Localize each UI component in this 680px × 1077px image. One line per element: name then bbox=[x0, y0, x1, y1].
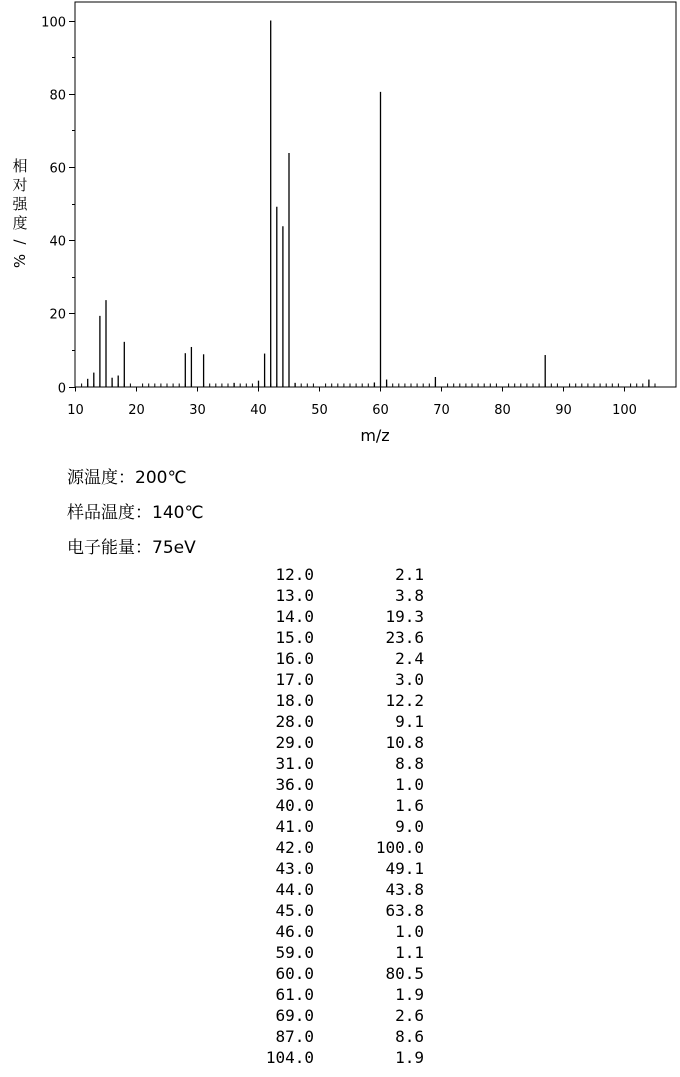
y-axis-title-char: 度 bbox=[12, 214, 28, 232]
x-tick-label: 70 bbox=[433, 403, 450, 418]
x-tick-label: 30 bbox=[189, 403, 206, 418]
peak-table-row bbox=[0, 1027, 680, 1048]
y-axis-title-char: 强 bbox=[12, 195, 28, 213]
y-axis-title-char: / bbox=[11, 239, 29, 245]
mz-value: 104.0 bbox=[265, 1048, 314, 1067]
peak-table-row bbox=[0, 1048, 680, 1069]
peak-table-row bbox=[0, 817, 680, 838]
x-tick-label: 10 bbox=[67, 403, 84, 418]
mz-value: 41.0 bbox=[275, 817, 314, 836]
mz-value: 29.0 bbox=[275, 733, 314, 752]
mz-value: 12.0 bbox=[275, 565, 314, 584]
peak-table-row bbox=[0, 712, 680, 733]
x-axis-title: m/z bbox=[360, 426, 390, 445]
y-tick-label: 60 bbox=[49, 161, 66, 177]
x-axis-ticks bbox=[67, 387, 637, 419]
x-tick-label: 80 bbox=[494, 403, 511, 418]
peak-table-row bbox=[0, 985, 680, 1006]
intensity-value: 23.6 bbox=[385, 628, 424, 647]
y-tick-label: 0 bbox=[57, 381, 66, 397]
intensity-value: 19.3 bbox=[385, 607, 424, 626]
mz-value: 59.0 bbox=[275, 943, 314, 962]
mz-value: 18.0 bbox=[275, 691, 314, 710]
intensity-value: 43.8 bbox=[385, 880, 424, 899]
mz-value: 28.0 bbox=[275, 712, 314, 731]
peak-table-row bbox=[0, 649, 680, 670]
peak-table-row bbox=[0, 670, 680, 691]
intensity-value: 9.1 bbox=[395, 712, 424, 731]
mz-value: 31.0 bbox=[275, 754, 314, 773]
x-minor-ticks bbox=[82, 384, 655, 387]
intensity-value: 49.1 bbox=[385, 859, 424, 878]
mz-value: 14.0 bbox=[275, 607, 314, 626]
peak-table-row bbox=[0, 880, 680, 901]
intensity-value: 80.5 bbox=[385, 964, 424, 983]
plot-frame bbox=[75, 2, 676, 387]
peak-table-row bbox=[0, 586, 680, 607]
mz-value: 16.0 bbox=[275, 649, 314, 668]
mz-value: 13.0 bbox=[275, 586, 314, 605]
peak-table-row bbox=[0, 628, 680, 649]
mz-value: 36.0 bbox=[275, 775, 314, 794]
peak-table-row bbox=[0, 838, 680, 859]
condition-source-temp bbox=[67, 463, 187, 488]
peak-table-row bbox=[0, 859, 680, 880]
peak-table-row bbox=[0, 565, 680, 586]
peak-table-row bbox=[0, 922, 680, 943]
intensity-value: 1.9 bbox=[395, 1048, 424, 1067]
mz-value: 17.0 bbox=[275, 670, 314, 689]
mz-value: 15.0 bbox=[275, 628, 314, 647]
condition-label: 源温度： bbox=[67, 468, 135, 488]
x-tick-label: 50 bbox=[311, 403, 328, 418]
x-tick-label: 20 bbox=[128, 403, 145, 418]
peak-table-row bbox=[0, 943, 680, 964]
peak-table-row bbox=[0, 691, 680, 712]
y-axis-title bbox=[11, 157, 29, 268]
peak-table-row bbox=[0, 901, 680, 922]
peak-table-row bbox=[0, 754, 680, 775]
mz-value: 87.0 bbox=[275, 1027, 314, 1046]
x-tick-label: 100 bbox=[612, 403, 637, 418]
condition-label: 样品温度： bbox=[67, 503, 152, 523]
intensity-value: 8.8 bbox=[395, 754, 424, 773]
intensity-value: 8.6 bbox=[395, 1027, 424, 1046]
mz-value: 61.0 bbox=[275, 985, 314, 1004]
mz-value: 43.0 bbox=[275, 859, 314, 878]
y-axis-title-char: 相 bbox=[12, 157, 28, 175]
mz-value: 44.0 bbox=[275, 880, 314, 899]
y-axis-title-char: 对 bbox=[12, 176, 28, 194]
condition-value: 140℃ bbox=[152, 503, 204, 523]
peak-table-row bbox=[0, 607, 680, 628]
intensity-value: 63.8 bbox=[385, 901, 424, 920]
spectrum-peaks bbox=[88, 21, 649, 387]
peak-table-row bbox=[0, 1006, 680, 1027]
mz-value: 60.0 bbox=[275, 964, 314, 983]
mass-spectrum-chart bbox=[0, 0, 680, 450]
intensity-value: 3.8 bbox=[395, 586, 424, 605]
intensity-value: 2.6 bbox=[395, 1006, 424, 1025]
intensity-value: 10.8 bbox=[385, 733, 424, 752]
y-axis-title-char: % bbox=[11, 253, 29, 269]
intensity-value: 100.0 bbox=[375, 838, 424, 857]
mz-value: 40.0 bbox=[275, 796, 314, 815]
peak-table-row bbox=[0, 775, 680, 796]
intensity-value: 1.1 bbox=[395, 943, 424, 962]
x-tick-label: 60 bbox=[372, 403, 389, 418]
y-tick-label: 80 bbox=[49, 88, 66, 104]
intensity-value: 2.1 bbox=[395, 565, 424, 584]
condition-electron-energy bbox=[67, 533, 196, 558]
x-tick-label: 90 bbox=[555, 403, 572, 418]
condition-label: 电子能量： bbox=[67, 538, 152, 558]
mz-value: 69.0 bbox=[275, 1006, 314, 1025]
condition-value: 200℃ bbox=[135, 468, 187, 488]
mz-value: 45.0 bbox=[275, 901, 314, 920]
peak-table-row bbox=[0, 964, 680, 985]
x-tick-label: 40 bbox=[250, 403, 267, 418]
mz-value: 42.0 bbox=[275, 838, 314, 857]
intensity-value: 1.9 bbox=[395, 985, 424, 1004]
intensity-value: 2.4 bbox=[395, 649, 424, 668]
y-tick-label: 100 bbox=[41, 15, 66, 31]
y-tick-label: 20 bbox=[49, 307, 66, 323]
intensity-value: 3.0 bbox=[395, 670, 424, 689]
y-axis-ticks bbox=[41, 16, 75, 397]
mz-value: 46.0 bbox=[275, 922, 314, 941]
y-tick-label: 40 bbox=[49, 234, 66, 250]
intensity-value: 1.0 bbox=[395, 775, 424, 794]
intensity-value: 1.6 bbox=[395, 796, 424, 815]
peak-table-row bbox=[0, 733, 680, 754]
peak-table-row bbox=[0, 796, 680, 817]
intensity-value: 1.0 bbox=[395, 922, 424, 941]
condition-sample-temp bbox=[67, 498, 204, 523]
condition-value: 75eV bbox=[152, 538, 196, 558]
intensity-value: 12.2 bbox=[385, 691, 424, 710]
intensity-value: 9.0 bbox=[395, 817, 424, 836]
